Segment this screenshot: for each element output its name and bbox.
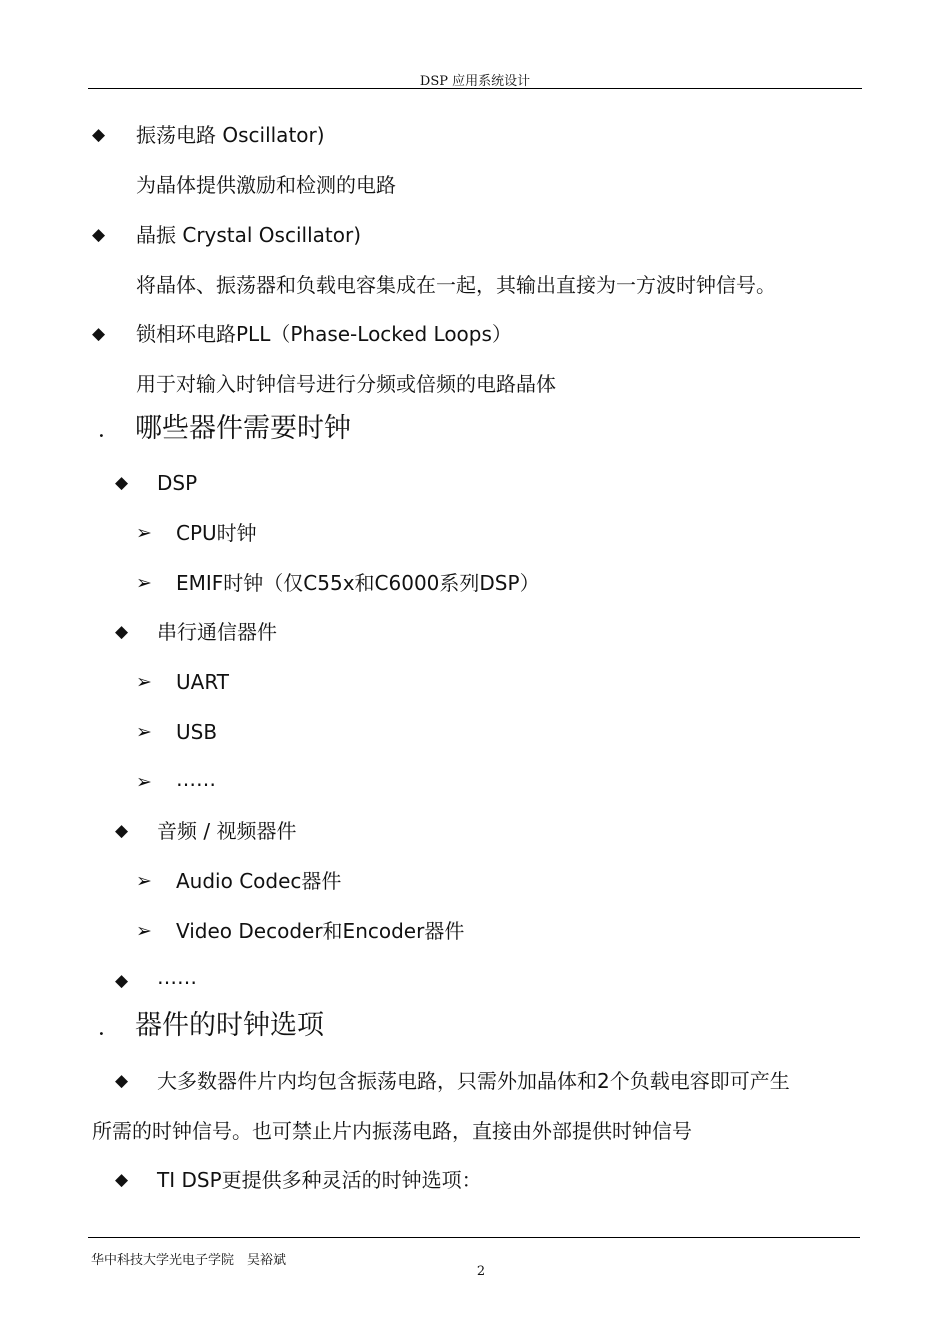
sub-item: Video Decoder和Encoder器件 — [176, 919, 465, 943]
diamond-bullet-icon: ◆ — [115, 473, 129, 493]
sub-item: EMIF时钟（仅C55x和C6000系列DSP） — [176, 571, 540, 595]
item-title: 晶振 Crystal Oscillator) — [136, 223, 361, 247]
paragraph-line: 所需的时钟信号。也可禁止片内振荡电路，直接由外部提供时钟信号 — [92, 1119, 692, 1143]
diamond-bullet-icon: ◆ — [115, 622, 129, 642]
item-description: 为晶体提供激励和检测的电路 — [136, 173, 396, 197]
heading-dot: ． — [98, 418, 121, 443]
paragraph-line: 大多数器件片内均包含振荡电路，只需外加晶体和2个负载电容即可产生 — [157, 1069, 790, 1093]
section-heading: 哪些器件需要时钟 — [135, 413, 351, 444]
sub-item: UART — [176, 670, 229, 694]
diamond-bullet-icon: ◆ — [115, 1071, 129, 1091]
diamond-bullet-icon: ◆ — [92, 225, 106, 245]
arrow-bullet-icon: ➢ — [136, 671, 152, 693]
diamond-bullet-icon: ◆ — [115, 821, 129, 841]
arrow-bullet-icon: ➢ — [136, 920, 152, 942]
group-label: DSP — [157, 471, 198, 495]
footer-affiliation: 华中科技大学光电子学院 吴裕斌 — [91, 1253, 287, 1268]
heading-dot: ． — [98, 1016, 121, 1041]
arrow-bullet-icon: ➢ — [136, 721, 152, 743]
item-title: 锁相环电路PLL（Phase-Locked Loops） — [136, 322, 512, 346]
item-title: 振荡电路 Oscillator) — [136, 123, 325, 147]
sub-item: CPU时钟 — [176, 521, 257, 545]
diamond-bullet-icon: ◆ — [115, 971, 129, 991]
page-number: 2 — [476, 1264, 486, 1279]
group-label: 串行通信器件 — [157, 620, 277, 644]
arrow-bullet-icon: ➢ — [136, 522, 152, 544]
header-rule — [88, 88, 862, 89]
group-label: …… — [157, 965, 197, 989]
sub-item: Audio Codec器件 — [176, 869, 342, 893]
diamond-bullet-icon: ◆ — [92, 125, 106, 145]
sub-item: …… — [176, 767, 216, 791]
section-heading: 器件的时钟选项 — [135, 1010, 324, 1041]
diamond-bullet-icon: ◆ — [92, 324, 106, 344]
item-description: 将晶体、振荡器和负载电容集成在一起，其输出直接为一方波时钟信号。 — [136, 273, 776, 297]
group-label: 音频 / 视频器件 — [157, 819, 297, 843]
paragraph-line: TI DSP更提供多种灵活的时钟选项： — [157, 1168, 482, 1192]
arrow-bullet-icon: ➢ — [136, 572, 152, 594]
sub-item: USB — [176, 720, 218, 744]
diamond-bullet-icon: ◆ — [115, 1170, 129, 1190]
arrow-bullet-icon: ➢ — [136, 771, 152, 793]
item-description: 用于对输入时钟信号进行分频或倍频的电路晶体 — [136, 372, 556, 396]
footer-rule — [88, 1237, 860, 1238]
running-header: DSP 应用系统设计 — [419, 74, 531, 89]
arrow-bullet-icon: ➢ — [136, 870, 152, 892]
